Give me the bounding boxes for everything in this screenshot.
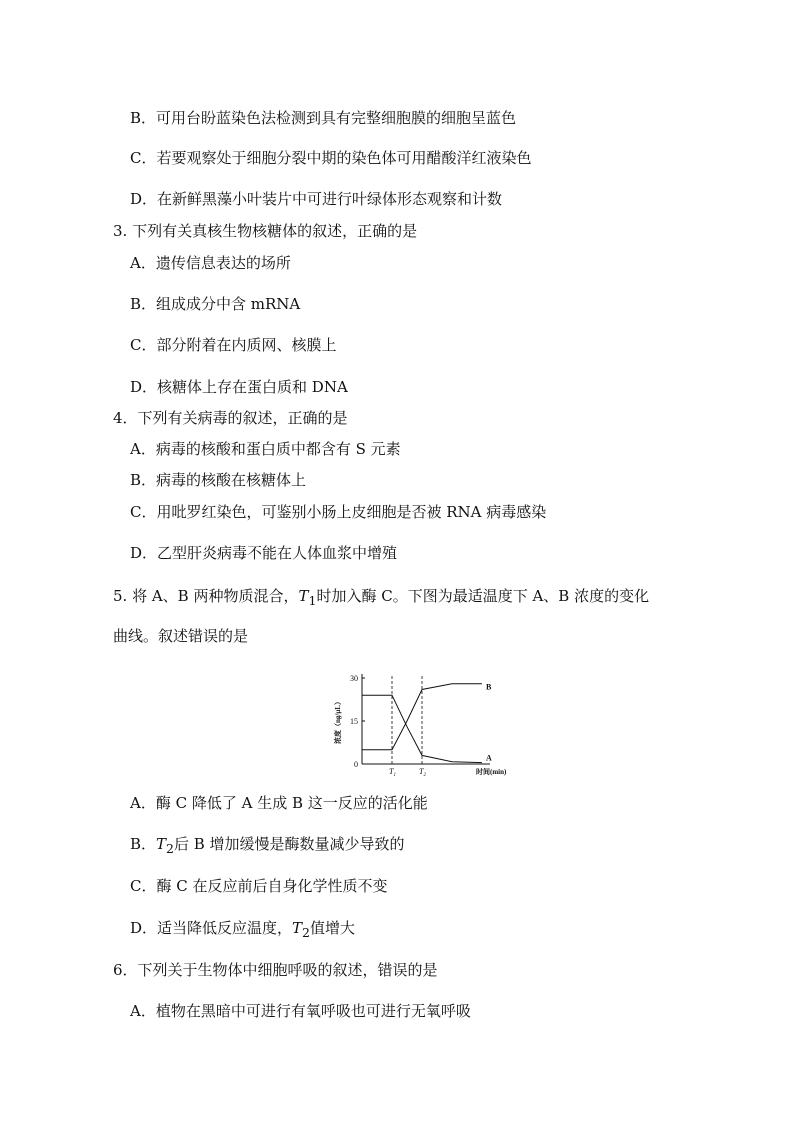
q5-option-a: A．酶 C 降低了 A 生成 B 这一反应的活化能 <box>130 794 428 812</box>
chart-axes <box>362 674 490 764</box>
q4-option-a: A．病毒的核酸和蛋白质中都含有 S 元素 <box>130 440 401 458</box>
q6-stem: 6．下列关于生物体中细胞呼吸的叙述，错误的是 <box>113 961 438 979</box>
q4-option-b: B．病毒的核酸在核糖体上 <box>130 471 307 489</box>
y-axis-label: 浓度（ng/μL） <box>334 698 342 744</box>
q5-stem: 5. 将 A、B 两种物质混合，$T_1$时加入酶 C。下图为最适温度下 A、B 浓度的变化 <box>113 587 650 608</box>
q3-stem: 3. 下列有关真核生物核糖体的叙述，正确的是 <box>113 222 418 240</box>
x-tick-label: $T_2$ <box>419 767 426 778</box>
q3-option-c: C．部分附着在内质网、核膜上 <box>130 336 337 354</box>
x-tick-label: $T_1$ <box>389 767 396 778</box>
q4-stem: 4．下列有关病毒的叙述，正确的是 <box>113 409 348 427</box>
x-axis-label: 时间(min) <box>476 768 507 776</box>
q4-option-c: C．用吡罗红染色，可鉴别小肠上皮细胞是否被 RNA 病毒感染 <box>130 503 547 521</box>
q3-option-d: D．核糖体上存在蛋白质和 DNA <box>130 378 348 396</box>
q4-option-d: D．乙型肝炎病毒不能在人体血浆中增殖 <box>130 544 398 562</box>
series-label-A: A <box>486 753 492 763</box>
q2-option-d: D．在新鲜黑藻小叶装片中可进行叶绿体形态观察和计数 <box>130 190 503 208</box>
q5-option-d: D．适当降低反应温度，$T_2$值增大 <box>130 919 356 940</box>
y-tick-label: 15 <box>350 717 358 726</box>
y-tick-label: 30 <box>350 674 358 683</box>
q3-option-b: B．组成成分中含 mRNA <box>130 295 301 313</box>
q5-option-b: B．$T_2$后 B 增加缓慢是酶数量减少导致的 <box>130 835 405 856</box>
q5-stem-line2: 曲线。叙述错误的是 <box>113 627 249 645</box>
y-tick-label: 0 <box>354 760 358 769</box>
q5-option-c: C．酶 C 在反应前后自身化学性质不变 <box>130 877 388 895</box>
q3-option-a: A．遗传信息表达的场所 <box>130 254 291 272</box>
q2-option-c: C．若要观察处于细胞分裂中期的染色体可用醋酸洋红液染色 <box>130 149 532 167</box>
q2-option-b: B．可用台盼蓝染色法检测到具有完整细胞膜的细胞呈蓝色 <box>130 109 517 127</box>
q6-option-a: A．植物在黑暗中可进行有氧呼吸也可进行无氧呼吸 <box>130 1002 471 1020</box>
concentration-chart <box>326 660 507 780</box>
series-label-B: B <box>486 682 492 692</box>
